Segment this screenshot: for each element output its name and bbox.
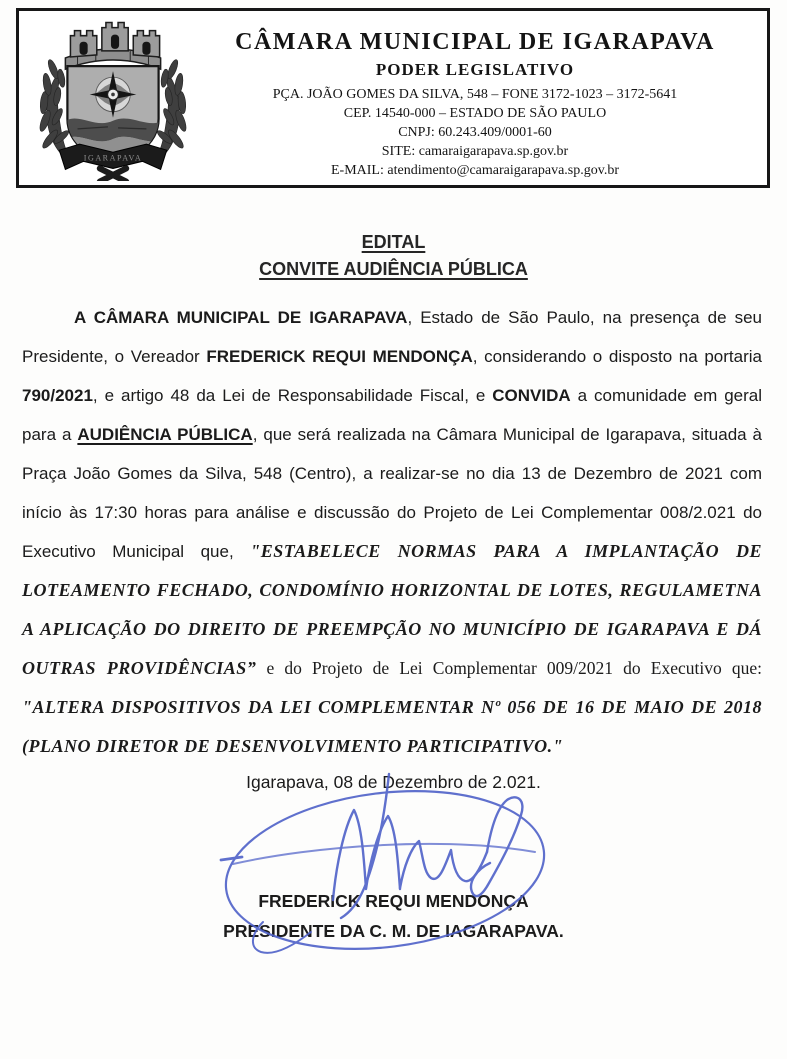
paragraph-segment: FREDERICK REQUI MENDONÇA xyxy=(206,347,473,366)
paragraph-segment: A CÂMARA MUNICIPAL DE IGARAPAVA xyxy=(74,308,408,327)
date-line: Igarapava, 08 de Dezembro de 2.021. xyxy=(246,772,541,792)
org-name: CÂMARA MUNICIPAL DE IGARAPAVA xyxy=(235,29,715,55)
paragraph-segment: 790/2021 xyxy=(22,386,93,405)
paragraph-segment: AUDIÊNCIA PÚBLICA xyxy=(77,425,253,444)
paragraph-segment: a comunidade em geral para a xyxy=(22,386,762,444)
paragraph-segment: , e artigo 48 da Lei de Responsabilidade Fiscal, e xyxy=(92,386,493,405)
site-line: SITE: camaraigarapava.sp.gov.br xyxy=(381,144,569,159)
signer-name: FREDERICK REQUI MENDONÇA xyxy=(258,891,529,911)
body-section xyxy=(22,298,762,766)
wreath-right xyxy=(156,58,189,157)
doc-title-convite: CONVITE AUDIÊNCIA PÚBLICA xyxy=(259,259,528,279)
crest-banner-text: IGARAPAVA xyxy=(83,153,143,163)
paragraph-segment: "ESTABELECE NORMAS PARA A IMPLANTAÇÃO DE LOTEAMENTO FECHADO, CONDOMÍNIO HORIZONTAL DE LOTES, REGULAMETNA A APLICAÇÃO DO DIREITO DE PREEMPÇÃO NO MUNICÍPIO DE IGARAPAVA E DÁ OUTRAS PROVIDÊNCIAS” xyxy=(22,541,762,678)
paragraph-segment: , que será realizada na Câmara Municipal de Igarapava, situada à Praça João Gomes da Silva, 548 (Centro), a realizar-se no dia 13 de Dezembro de 2021 com início às 17:30 horas para análise e discussão do Projeto de Lei Complementar 008/2.021 do Executivo Municipal que, xyxy=(22,425,763,561)
paragraph-segment: "ALTERA DISPOSITIVOS DA LEI COMPLEMENTAR Nº 056 DE 16 DE MAIO DE 2018 (PLANO DIRETOR DE DESENVOLVIMENTO PARTICIPATIVO." xyxy=(22,697,762,756)
document-titles xyxy=(0,229,787,283)
letterhead-box xyxy=(16,8,770,188)
cnpj-line: CNPJ: 60.243.409/0001-60 xyxy=(398,125,552,140)
paragraph-segment: , considerando o disposto na portaria xyxy=(472,347,762,366)
paragraph-segment: CONVIDA xyxy=(492,386,571,405)
coat-of-arms-icon xyxy=(37,15,189,181)
wreath-left xyxy=(38,58,71,157)
paragraph-segment: , Estado de São Paulo, na presença de seu Presidente, o Vereador xyxy=(22,308,762,366)
signature-block xyxy=(0,886,787,946)
address-line-1: PÇA. JOÃO GOMES DA SILVA, 548 – FONE 3172-1023 – 3172-5641 xyxy=(272,87,678,102)
doc-title-edital: EDITAL xyxy=(361,232,426,252)
letterhead-text xyxy=(191,29,759,180)
email-line: E-MAIL: atendimento@camaraigarapava.sp.gov.br xyxy=(331,163,619,178)
signer-title: PRESIDENTE DA C. M. DE IAGARAPAVA. xyxy=(223,921,564,941)
paragraph-segment: e do Projeto de Lei Complementar 009/2021 do Executivo que: xyxy=(256,658,762,678)
address-line-2: CEP. 14540-000 – ESTADO DE SÃO PAULO xyxy=(343,106,607,121)
org-subtitle: PODER LEGISLATIVO xyxy=(375,60,575,79)
body-paragraph xyxy=(22,298,762,766)
